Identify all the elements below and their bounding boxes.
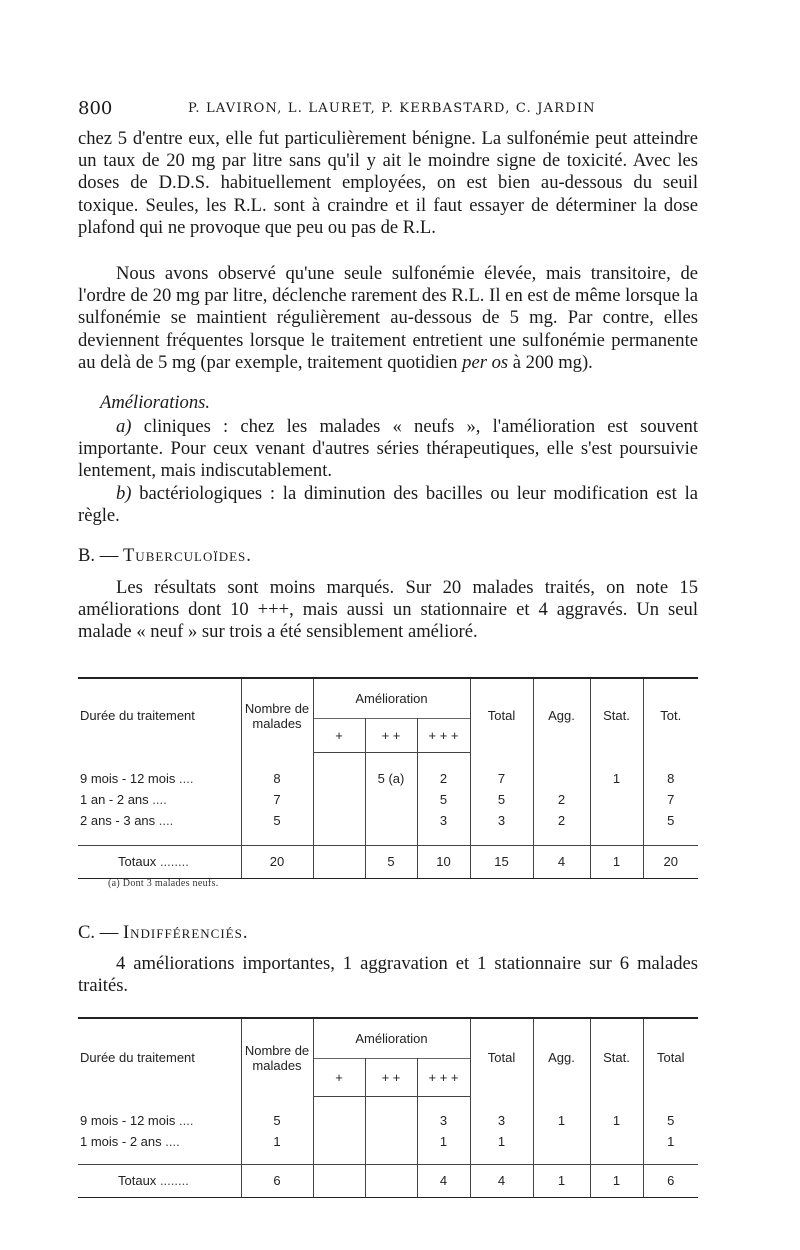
row-label: 1 an - 2 ans .... bbox=[78, 789, 241, 810]
header-nombre: Nombre de malades bbox=[241, 678, 313, 752]
total-stat: 1 bbox=[590, 845, 643, 878]
section-b-label: B. — bbox=[78, 545, 123, 566]
item-b-text: bactériologiques : la diminution des bacilles ou leur modification est la règle. bbox=[78, 482, 698, 526]
item-a-marker: a) bbox=[116, 416, 132, 437]
cell-tot: 5 bbox=[667, 1113, 675, 1128]
cell-stat bbox=[590, 1131, 643, 1152]
heading-ameliorations: Améliorations. bbox=[100, 392, 211, 413]
table-row bbox=[78, 768, 698, 789]
section-c-title: Indifférenciés. bbox=[122, 922, 249, 943]
header-plus-3: + + + bbox=[417, 1058, 470, 1096]
total-plus-3: 4 bbox=[417, 1164, 470, 1197]
totals-label: Totaux ........ bbox=[78, 845, 241, 878]
total-agg: 4 bbox=[533, 845, 590, 878]
header-stat: Stat. bbox=[590, 678, 643, 752]
cell-stat: 1 bbox=[590, 768, 643, 789]
header-plus-3: + + + bbox=[417, 718, 470, 752]
cell-nombre: 5 bbox=[241, 1110, 313, 1131]
header-agg: Agg. bbox=[533, 1018, 590, 1096]
header-amelioration: Amélioration bbox=[313, 1018, 470, 1058]
header-total: Total bbox=[470, 1018, 533, 1096]
cell-plus-3: 2 bbox=[417, 768, 470, 789]
total-plus-1 bbox=[313, 845, 365, 878]
cell-agg bbox=[533, 768, 590, 789]
cell-plus-3: 3 bbox=[417, 810, 470, 831]
table-row bbox=[78, 789, 698, 810]
header-plus-1: + bbox=[313, 1058, 365, 1096]
total-total: 4 bbox=[470, 1164, 533, 1197]
row-label: 1 mois - 2 ans .... bbox=[78, 1131, 241, 1152]
cell-agg: 1 bbox=[533, 1110, 590, 1131]
cell-stat bbox=[590, 810, 643, 831]
cell-total: 3 bbox=[470, 1110, 533, 1131]
row-label: 9 mois - 12 mois .... bbox=[78, 1110, 241, 1131]
paragraph-sulfonemie: chez 5 d'entre eux, elle fut particulièrement bénigne. La sulfonémie peut atteindre un taux de 20 mg par litre sans qu'il y ait le moindre signe de toxicité. Avec les doses de D.D.S. habituellement employées, on est bien au-dessous du seuil toxique. Seules, les R.L. sont à craindre et il faut essayer de déterminer la dose plafond qui ne provoque que peu ou pas de R.L. bbox=[78, 128, 698, 238]
total-agg: 1 bbox=[533, 1164, 590, 1197]
cell-tot: 5 bbox=[667, 813, 675, 828]
totals-label: Totaux ........ bbox=[78, 1164, 241, 1197]
section-heading-b bbox=[78, 545, 252, 567]
total-stat: 1 bbox=[590, 1164, 643, 1197]
row-label: 9 mois - 12 mois .... bbox=[78, 768, 241, 789]
cell-agg: 2 bbox=[533, 810, 590, 831]
header-duree: Durée du traitement bbox=[78, 678, 241, 752]
total-plus-2: 5 bbox=[365, 845, 417, 878]
header-tot: Tot. bbox=[643, 678, 698, 752]
list-item-bacteriologiques bbox=[78, 483, 698, 527]
header-total: Total bbox=[470, 678, 533, 752]
cell-total: 1 bbox=[470, 1131, 533, 1152]
paragraph-ameliorations-importantes: 4 améliorations importantes, 1 aggravation et 1 stationnaire sur 6 malades traités. bbox=[78, 953, 698, 997]
body-paragraph-2 bbox=[78, 263, 698, 374]
cell-plus-3: 1 bbox=[417, 1131, 470, 1152]
list-ameliorations bbox=[78, 416, 698, 527]
cell-tot: 1 bbox=[667, 1134, 675, 1149]
header-tot: Total bbox=[643, 1018, 698, 1096]
totals-row bbox=[78, 845, 698, 878]
cell-plus-3: 5 bbox=[417, 789, 470, 810]
header-plus-1: + bbox=[313, 718, 365, 752]
total-tot: 6 bbox=[643, 1164, 698, 1197]
cell-agg bbox=[533, 1131, 590, 1152]
totals-row bbox=[78, 1164, 698, 1197]
body-paragraph-tuberculoides bbox=[78, 577, 698, 644]
section-b-title: Tuberculoïdes. bbox=[122, 545, 252, 566]
total-plus-1 bbox=[313, 1164, 365, 1197]
item-a-text: cliniques : chez les malades « neufs », l'amélioration est souvent importante. Pour ceux venant d'autres séries thérapeutiques, elle s'est poursuivie lentement, mais indiscutablement. bbox=[78, 416, 698, 482]
cell-total: 5 bbox=[470, 789, 533, 810]
header-amelioration: Amélioration bbox=[313, 678, 470, 718]
table-footnote: (a) Dont 3 malades neufs. bbox=[108, 878, 219, 889]
header-plus-2: + + bbox=[365, 718, 417, 752]
cell-nombre: 1 bbox=[241, 1131, 313, 1152]
header-stat: Stat. bbox=[590, 1018, 643, 1096]
section-c-label: C. — bbox=[78, 922, 123, 943]
running-authors: P. LAVIRON, L. LAURET, P. KERBASTARD, C. JARDIN bbox=[188, 101, 596, 116]
cell-nombre: 7 bbox=[241, 789, 313, 810]
total-plus-2 bbox=[365, 1164, 417, 1197]
cell-plus-1 bbox=[313, 810, 365, 831]
cell-plus-2 bbox=[365, 789, 417, 810]
cell-plus-1 bbox=[313, 789, 365, 810]
table-row bbox=[78, 810, 698, 831]
list-item-cliniques bbox=[78, 416, 698, 483]
cell-plus-1 bbox=[313, 768, 365, 789]
cell-plus-2 bbox=[365, 1110, 417, 1131]
cell-plus-1 bbox=[313, 1131, 365, 1152]
cell-tot: 7 bbox=[667, 792, 675, 807]
cell-plus-2: 5 (a) bbox=[365, 768, 417, 789]
cell-stat bbox=[590, 789, 643, 810]
cell-plus-3: 3 bbox=[417, 1110, 470, 1131]
cell-stat: 1 bbox=[590, 1110, 643, 1131]
cell-total: 7 bbox=[470, 768, 533, 789]
paragraph-resultats: Les résultats sont moins marqués. Sur 20 malades traités, on note 15 améliorations dont 10 +++, mais aussi un stationnaire et 4 aggravés. Un seul malade « neuf » sur trois a été sensiblement amélioré. bbox=[78, 577, 698, 643]
section-heading-c bbox=[78, 922, 248, 944]
header-nombre: Nombre de malades bbox=[241, 1018, 313, 1096]
cell-plus-2 bbox=[365, 1131, 417, 1152]
cell-tot: 8 bbox=[667, 771, 675, 786]
total-nombre: 6 bbox=[241, 1164, 313, 1197]
paragraph-2-text-b: à 200 mg). bbox=[508, 351, 593, 373]
header-duree: Durée du traitement bbox=[78, 1018, 241, 1096]
paragraph-2-text-a: Nous avons observé qu'une seule sulfonémie élevée, mais transitoire, de l'ordre de 20 mg par litre, déclenche rarement des R.L. Il en est de même lorsque la sulfonémie se maintient régulièrement au-dessous de 5 mg. Par contre, elles deviennent fréquentes lorsque le traitement entretient une sulfonémie permanente au delà de 5 mg (par exemple, traitement quotidien bbox=[78, 263, 698, 373]
item-b-marker: b) bbox=[116, 482, 132, 504]
total-tot: 20 bbox=[643, 845, 698, 878]
header-plus-2: + + bbox=[365, 1058, 417, 1096]
total-plus-3: 10 bbox=[417, 845, 470, 878]
header-agg: Agg. bbox=[533, 678, 590, 752]
results-table-tuberculoides bbox=[78, 677, 698, 879]
page-number: 800 bbox=[78, 98, 113, 119]
results-table-indifferencies bbox=[78, 1017, 698, 1198]
cell-total: 3 bbox=[470, 810, 533, 831]
row-label: 2 ans - 3 ans .... bbox=[78, 810, 241, 831]
cell-nombre: 8 bbox=[241, 768, 313, 789]
cell-plus-2 bbox=[365, 810, 417, 831]
total-total: 15 bbox=[470, 845, 533, 878]
table-row bbox=[78, 1110, 698, 1131]
cell-agg: 2 bbox=[533, 789, 590, 810]
cell-nombre: 5 bbox=[241, 810, 313, 831]
cell-plus-1 bbox=[313, 1110, 365, 1131]
body-paragraph-1 bbox=[78, 128, 698, 239]
body-paragraph-indifferencies bbox=[78, 953, 698, 997]
paragraph-sulfonemie-elevee bbox=[78, 263, 698, 374]
table-row bbox=[78, 1131, 698, 1152]
total-nombre: 20 bbox=[241, 845, 313, 878]
paragraph-2-emphasis: per os bbox=[462, 351, 509, 373]
